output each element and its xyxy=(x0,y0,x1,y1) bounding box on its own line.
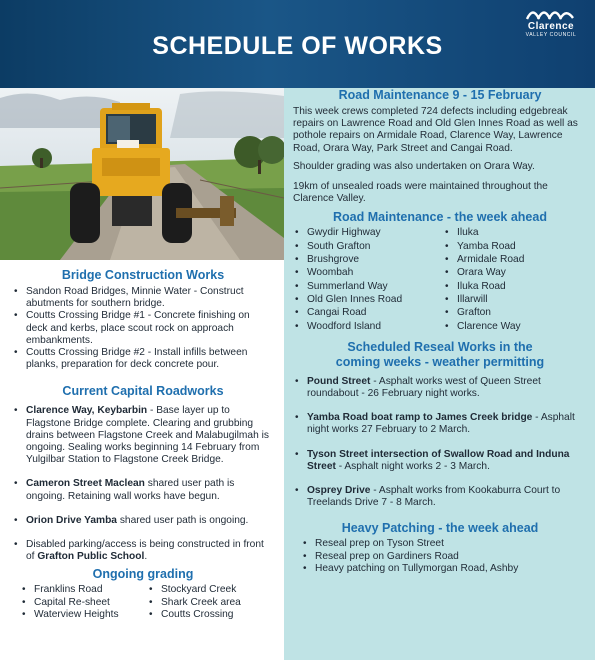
week-ahead-list-left xyxy=(293,226,443,332)
list-item: • Stockyard Creek xyxy=(147,584,274,596)
work-description: shared user path is ongoing. Retaining wall works have begun. xyxy=(26,478,235,502)
work-description: - Asphalt works from Kookaburra Court to Treelands Drive 7 - 8 March. xyxy=(307,485,561,509)
ongoing-grading-title: Ongoing grading xyxy=(92,567,194,582)
list-item: • Sandon Road Bridges, Minnie Water - Construct abutments for southern bridge. xyxy=(12,286,274,310)
list-item xyxy=(293,485,587,509)
list-item xyxy=(293,449,587,473)
reseal-title xyxy=(293,340,587,370)
list-item: • Capital Re-sheet xyxy=(20,597,147,609)
maintenance-title: Road Maintenance 9 - 15 February xyxy=(338,88,542,102)
grading-list-right xyxy=(147,584,274,621)
list-item: • Iluka xyxy=(443,226,587,239)
list-item: • Coutts Crossing Bridge #2 - Install infills between planks, preparation for deck concrete pour. xyxy=(12,347,274,371)
list-item: • Yamba Road xyxy=(443,240,587,253)
work-description: shared user path is ongoing. xyxy=(116,514,249,526)
work-description: - Base layer up to Flagstone Bridge complete. Clearing and grubbing drains between Flagstone Creek and Malabugilmah is ongoing. Sealing works beginning 14 February from Yulgilbar Station to Flagstone Creek Bridge. xyxy=(26,405,269,466)
maintenance-summary: This week crews completed 724 defects including edgebreak repairs on Lawrence Road and Old Glen Innes Road as well as pothole repairs on Armidale Road, Clarence Way, Lawrence Road, Orara Way, Park Street and Cangai Road. xyxy=(293,106,578,154)
grading-columns xyxy=(12,584,274,621)
road-name: Yamba Road boat ramp to James Creek bridge xyxy=(307,412,533,424)
week-ahead-list-right xyxy=(443,226,587,332)
council-logo xyxy=(519,4,583,39)
list-item: • Brushgrove xyxy=(293,253,443,266)
wave-logo-icon xyxy=(521,4,581,22)
list-item: • Waterview Heights xyxy=(20,609,147,621)
heavy-patching-title: Heavy Patching - the week ahead xyxy=(341,521,539,536)
road-name: Clarence Way, Keybarbin xyxy=(26,405,148,417)
list-item: • Illarwill xyxy=(443,293,587,306)
list-item: • Coutts Crossing Bridge #1 - Concrete finishing on deck and kerbs, place scout rock on approach embankments. xyxy=(12,310,274,347)
reseal-title-line2: coming weeks - weather permitting xyxy=(335,354,545,369)
road-name: Osprey Drive xyxy=(307,485,371,497)
list-item: • Heavy patching on Tullymorgan Road, Ashby xyxy=(301,563,587,575)
list-item: • South Grafton xyxy=(293,240,443,253)
road-name: Tyson Street intersection of Swallow Road and Induna Street xyxy=(307,448,570,472)
week-ahead-columns xyxy=(293,226,587,332)
logo-subtitle: VALLEY COUNCIL xyxy=(525,32,577,38)
reseal-list xyxy=(293,376,587,510)
list-item: • Franklins Road xyxy=(20,584,147,596)
list-item: • Clarence Way xyxy=(443,320,587,333)
bridge-works-list xyxy=(12,286,274,371)
list-item: • Cangai Road xyxy=(293,306,443,319)
right-panel xyxy=(284,88,595,660)
list-item xyxy=(12,405,274,466)
school-name: Grafton Public School xyxy=(37,551,145,563)
work-description: - Asphalt night works 27 February to 2 March. xyxy=(307,412,575,436)
logo-name: Clarence xyxy=(527,21,575,32)
list-item: • Shark Creek area xyxy=(147,597,274,609)
page-title: SCHEDULE OF WORKS xyxy=(152,32,443,60)
list-item: • Old Glen Innes Road xyxy=(293,293,443,306)
list-item xyxy=(293,376,587,400)
punctuation: . xyxy=(144,551,148,563)
capital-roadworks-title: Current Capital Roadworks xyxy=(62,384,224,399)
list-item: • Grafton xyxy=(443,306,587,319)
list-item xyxy=(12,478,274,502)
list-item: • Reseal prep on Tyson Street xyxy=(301,538,587,550)
grader-photo xyxy=(0,88,284,260)
work-description: - Asphalt night works 2 - 3 March. xyxy=(335,460,490,472)
list-item: • Gwydir Highway xyxy=(293,226,443,239)
week-ahead-title: Road Maintenance - the week ahead xyxy=(333,210,547,225)
work-description: - Asphalt works west of Queen Street roundabout - 26 February night works. xyxy=(307,375,541,399)
capital-roadworks-list xyxy=(12,405,274,563)
left-column xyxy=(0,260,284,621)
work-description: Disabled parking/access is being constructed in front of xyxy=(26,539,264,563)
list-item: • Woodford Island xyxy=(293,320,443,333)
bridge-works-title: Bridge Construction Works xyxy=(61,268,225,282)
header-banner xyxy=(0,0,595,88)
list-item: • Iluka Road xyxy=(443,280,587,293)
list-item: • Coutts Crossing xyxy=(147,609,274,621)
road-name: Pound Street xyxy=(307,375,371,387)
unsealed-roads-note: 19km of unsealed roads were maintained throughout the Clarence Valley. xyxy=(293,181,548,205)
list-item: • Orara Way xyxy=(443,266,587,279)
list-item: • Reseal prep on Gardiners Road xyxy=(301,551,587,563)
list-item: • Armidale Road xyxy=(443,253,587,266)
heavy-patching-list xyxy=(293,538,587,575)
list-item: • Summerland Way xyxy=(293,280,443,293)
list-item xyxy=(12,539,274,563)
shoulder-grading-note: Shoulder grading was also undertaken on Orara Way. xyxy=(293,160,535,172)
reseal-title-line1: Scheduled Reseal Works in the xyxy=(347,339,533,354)
list-item xyxy=(12,515,274,527)
road-name: Cameron Street Maclean xyxy=(26,478,145,490)
grading-list-left xyxy=(20,584,147,621)
list-item: • Woombah xyxy=(293,266,443,279)
list-item xyxy=(293,412,587,436)
road-name: Orion Drive Yamba xyxy=(26,514,117,526)
